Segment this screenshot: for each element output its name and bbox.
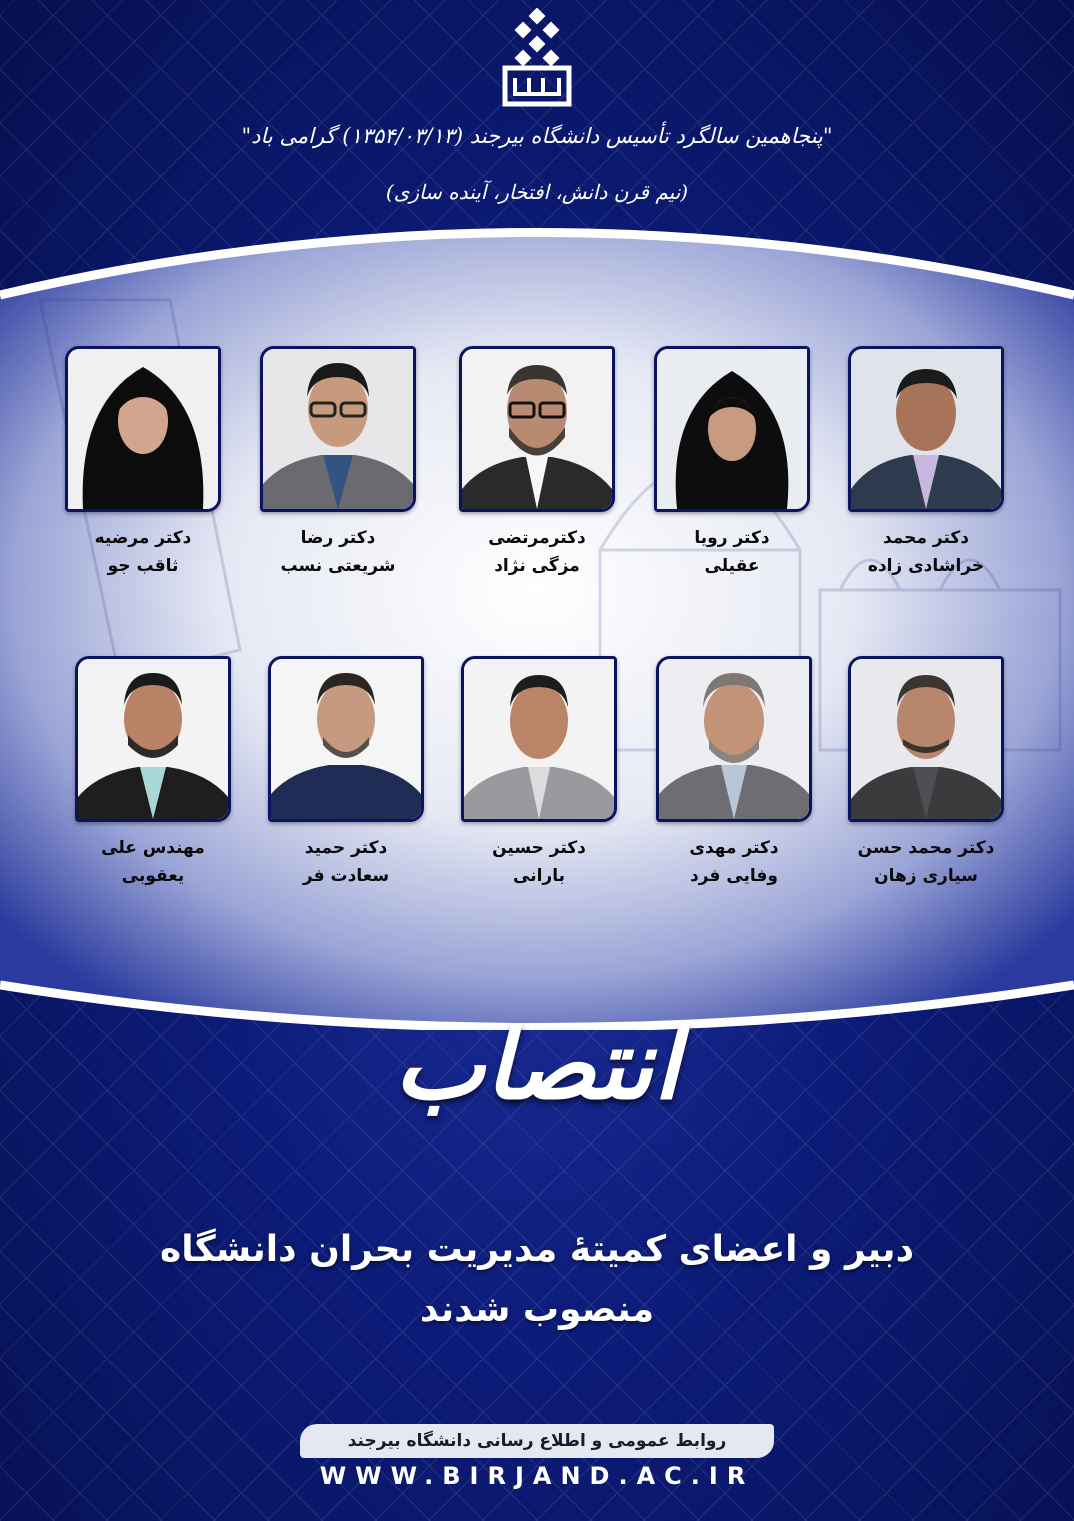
- member-surname: ثاقب جو: [107, 556, 179, 576]
- member-name: [439, 834, 639, 890]
- member-title: دکتر رضا: [300, 528, 376, 548]
- person-man-icon: [851, 349, 1001, 509]
- member-surname: بارانی: [513, 866, 565, 886]
- member-card: [53, 656, 253, 890]
- person-woman-icon: [657, 349, 807, 509]
- member-title: دکتر رویا: [694, 528, 770, 548]
- member-name: [53, 834, 253, 890]
- person-man-glasses-icon: [462, 349, 612, 509]
- member-title: دکتر محمد: [882, 528, 970, 548]
- person-man-icon: [78, 659, 228, 819]
- website-link[interactable]: WWW.BIRJAND.AC.IR: [319, 1462, 755, 1490]
- member-card: [634, 656, 834, 890]
- member-title: دکتر محمد حسن: [857, 838, 995, 858]
- member-surname: سیاری زهان: [874, 866, 978, 886]
- person-man-icon: [851, 659, 1001, 819]
- member-card: [437, 346, 637, 580]
- university-of-birjand-logo-icon: [497, 8, 577, 108]
- member-card: [826, 656, 1026, 890]
- member-title: مهندس علی: [101, 838, 205, 858]
- member-photo: [848, 346, 1004, 512]
- person-man-glasses-icon: [263, 349, 413, 509]
- anniversary-slogan: (نیم قرن دانش، افتخار، آینده سازی): [385, 180, 689, 204]
- member-name: [826, 524, 1026, 580]
- person-man-icon: [659, 659, 809, 819]
- member-card: [43, 346, 243, 580]
- member-photo: [268, 656, 424, 822]
- member-surname: شریعتی نسب: [280, 556, 396, 576]
- member-title: دکتر حسین: [492, 838, 586, 858]
- person-man-icon: [271, 659, 421, 819]
- subtitle-line-2: منصوب شدند: [419, 1289, 655, 1330]
- member-surname: سعادت فر: [302, 866, 390, 886]
- person-woman-icon: [68, 349, 218, 509]
- member-surname: مزگی نژاد: [494, 556, 580, 576]
- central-band: [0, 200, 1074, 1030]
- member-surname: یعقوبی: [121, 866, 185, 886]
- member-surname: خراشادی زاده: [867, 556, 985, 576]
- main-title: انتصاب: [394, 1008, 680, 1121]
- member-name: [632, 524, 832, 580]
- member-photo: [65, 346, 221, 512]
- member-photo: [75, 656, 231, 822]
- member-name: [437, 524, 637, 580]
- subtitle: [0, 1220, 1074, 1340]
- member-title: دکترمرتضی: [488, 528, 586, 548]
- member-photo: [848, 656, 1004, 822]
- member-photo: [654, 346, 810, 512]
- member-title: دکتر مهدی: [689, 838, 779, 858]
- member-card: [439, 656, 639, 890]
- member-photo: [459, 346, 615, 512]
- university-logo: [497, 8, 577, 108]
- person-man-icon: [464, 659, 614, 819]
- anniversary-line: "پنجاهمین سالگرد تأسیس دانشگاه بیرجند (۱۳۵۴/۰۳/۱۳) گرامی باد": [241, 124, 833, 148]
- member-surname: وفایی فرد: [689, 866, 778, 886]
- member-card: [632, 346, 832, 580]
- member-photo: [656, 656, 812, 822]
- member-card: [238, 346, 438, 580]
- member-card: [246, 656, 446, 890]
- member-title: دکتر مرضیه: [94, 528, 192, 548]
- member-name: [43, 524, 243, 580]
- member-surname: عقیلی: [704, 556, 760, 576]
- member-name: [238, 524, 438, 580]
- member-name: [246, 834, 446, 890]
- footer-organization: روابط عمومی و اطلاع رسانی دانشگاه بیرجند: [300, 1424, 774, 1458]
- member-photo: [461, 656, 617, 822]
- member-photo: [260, 346, 416, 512]
- member-name: [634, 834, 834, 890]
- member-title: دکتر حمید: [304, 838, 388, 858]
- member-card: [826, 346, 1026, 580]
- subtitle-line-1: دبیر و اعضای کمیتهٔ مدیریت بحران دانشگاه: [159, 1229, 915, 1270]
- member-name: [826, 834, 1026, 890]
